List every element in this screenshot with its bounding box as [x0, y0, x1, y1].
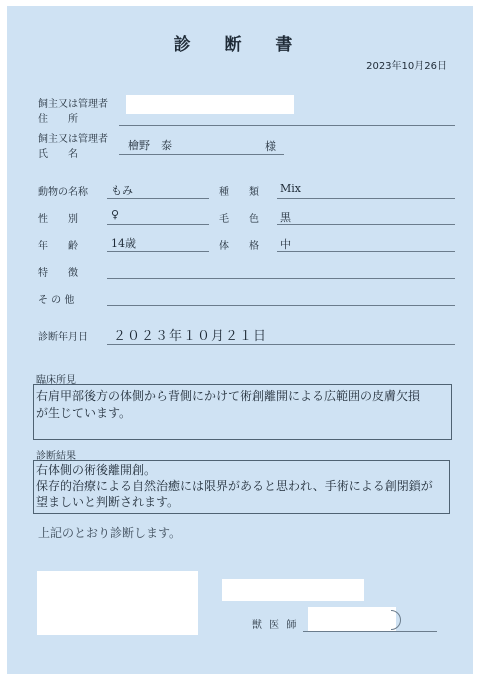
features-label: 特 徴: [38, 268, 78, 279]
breed-value: Mix: [280, 182, 301, 195]
document-title: 診 断 書: [173, 35, 307, 55]
owner-address-label-1: 飼主又は管理者: [38, 99, 108, 110]
certificate-sheet: [7, 6, 473, 674]
coat-underline: [277, 224, 455, 225]
breed-underline: [277, 198, 455, 199]
result-label: 診断結果: [36, 451, 76, 462]
address-underline: [119, 125, 455, 126]
redacted-clinic-block: [37, 571, 198, 635]
coat-value: 黒: [280, 211, 291, 224]
exam-date-label: 診断年月日: [38, 332, 88, 343]
redacted-clinic-name: [222, 579, 364, 601]
sex-value: ♀: [111, 208, 120, 221]
animal-name-label: 動物の名称: [38, 187, 88, 198]
other-label: そ の 他: [38, 295, 75, 306]
vet-label: 獣 医 師: [252, 620, 299, 631]
redacted-address: [126, 95, 294, 114]
age-underline: [107, 251, 209, 252]
owner-name-label-1: 飼主又は管理者: [38, 134, 108, 145]
owner-name-label-2: 氏 名: [38, 149, 78, 160]
owner-address-label-2: 住 所: [38, 114, 78, 125]
breed-label: 種 類: [219, 187, 259, 198]
findings-line-1: 右肩甲部後方の体側から背側にかけて術創離開による広範囲の皮膚欠損: [36, 389, 421, 403]
name-underline: [119, 154, 284, 155]
exam-date-value: ２０２３年１０月２１日: [113, 329, 268, 344]
exam-date-underline: [107, 344, 455, 345]
honorific: 様: [265, 140, 276, 153]
age-value: 14歳: [111, 237, 136, 250]
coat-label: 毛 色: [219, 214, 259, 225]
sex-label: 性 別: [38, 214, 78, 225]
result-line-2: 保存的治療による自然治癒には限界があると思われ、手術による創閉鎖が: [36, 479, 433, 493]
age-label: 年 齢: [38, 241, 78, 252]
vet-underline: [303, 631, 437, 632]
build-label: 体 格: [219, 241, 259, 252]
result-line-3: 望ましいと判断されます。: [36, 495, 180, 509]
sex-underline: [107, 224, 209, 225]
findings-line-2: が生じています。: [36, 406, 132, 420]
findings-label: 臨床所見: [36, 375, 76, 386]
animal-name-value: もみ: [111, 184, 133, 197]
result-line-1: 右体側の術後離開創。: [36, 463, 157, 477]
redacted-vet-name: [308, 607, 396, 631]
issue-date: 2023年10月26日: [366, 61, 447, 72]
other-underline: [107, 305, 455, 306]
animal-name-underline: [107, 198, 209, 199]
owner-name-value: 檜野 泰: [128, 139, 172, 152]
build-value: 中: [280, 238, 291, 251]
closing-statement: 上記のとおり診断します。: [38, 526, 182, 540]
build-underline: [277, 251, 455, 252]
features-underline: [107, 278, 455, 279]
